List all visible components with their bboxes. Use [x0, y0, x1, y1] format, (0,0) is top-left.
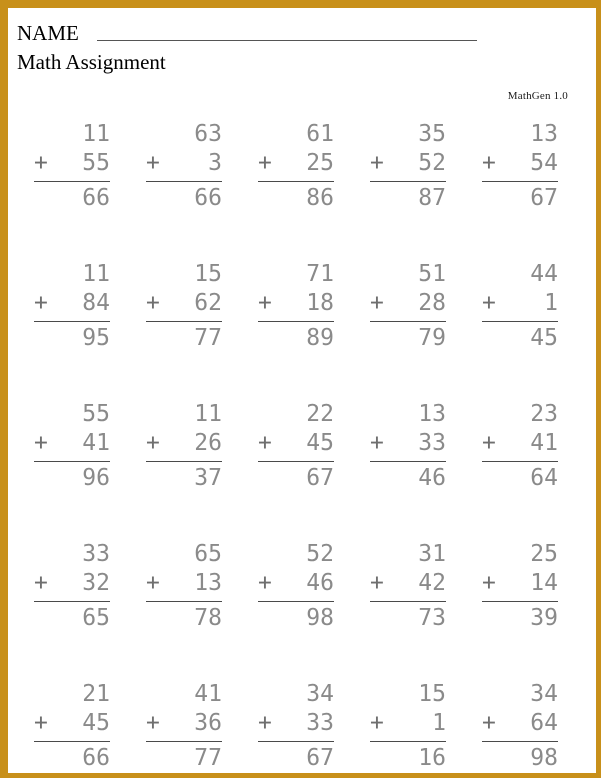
plus-operator-icon: +	[258, 570, 272, 596]
plus-operator-icon: +	[34, 290, 48, 316]
addition-problem	[140, 400, 252, 540]
second-addend-line	[28, 429, 110, 458]
addition-problem	[364, 400, 476, 540]
first-addend: 15	[418, 681, 446, 707]
plus-operator-icon: +	[146, 150, 160, 176]
second-addend: 62	[194, 290, 222, 316]
addition-problem	[364, 120, 476, 260]
first-addend: 63	[194, 121, 222, 147]
sum-line	[252, 464, 334, 493]
second-addend-line	[476, 289, 558, 318]
sum-value[interactable]: 16	[418, 745, 446, 771]
answer-rule	[370, 741, 446, 742]
first-addend-line	[140, 400, 222, 429]
second-addend-line	[476, 429, 558, 458]
addition-problem	[140, 120, 252, 260]
answer-rule	[146, 321, 222, 322]
plus-operator-icon: +	[482, 150, 496, 176]
first-addend-line	[252, 400, 334, 429]
second-addend: 3	[208, 150, 222, 176]
first-addend: 33	[82, 541, 110, 567]
sum-value[interactable]: 77	[194, 325, 222, 351]
addition-problem	[140, 260, 252, 400]
second-addend: 32	[82, 570, 110, 596]
plus-operator-icon: +	[146, 710, 160, 736]
answer-rule	[258, 321, 334, 322]
addition-problem	[364, 680, 476, 778]
addition-problem	[476, 400, 588, 540]
first-addend: 11	[82, 261, 110, 287]
problem-row	[8, 260, 596, 400]
first-addend-line	[476, 680, 558, 709]
answer-rule	[34, 321, 110, 322]
plus-operator-icon: +	[34, 570, 48, 596]
worksheet-header	[8, 8, 596, 120]
sum-value[interactable]: 98	[530, 745, 558, 771]
addition-problem	[28, 540, 140, 680]
answer-rule	[34, 181, 110, 182]
answer-rule	[258, 741, 334, 742]
answer-rule	[146, 181, 222, 182]
first-addend: 55	[82, 401, 110, 427]
first-addend-line	[140, 680, 222, 709]
answer-rule	[34, 601, 110, 602]
answer-rule	[482, 741, 558, 742]
plus-operator-icon: +	[258, 290, 272, 316]
addition-problem	[252, 120, 364, 260]
sum-line	[364, 324, 446, 353]
answer-rule	[482, 461, 558, 462]
second-addend: 41	[530, 430, 558, 456]
second-addend-line	[28, 149, 110, 178]
sum-value[interactable]: 66	[82, 745, 110, 771]
second-addend: 42	[418, 570, 446, 596]
sum-line	[476, 464, 558, 493]
sum-line	[364, 184, 446, 213]
answer-rule	[34, 461, 110, 462]
sum-line	[476, 324, 558, 353]
addition-problem	[140, 540, 252, 680]
sum-value[interactable]: 73	[418, 605, 446, 631]
sum-line	[364, 744, 446, 773]
second-addend-line	[364, 709, 446, 738]
sum-value[interactable]: 46	[418, 465, 446, 491]
first-addend: 41	[194, 681, 222, 707]
answer-rule	[258, 601, 334, 602]
answer-rule	[146, 741, 222, 742]
first-addend: 52	[306, 541, 334, 567]
second-addend-line	[140, 569, 222, 598]
name-write-in-line[interactable]	[97, 40, 477, 41]
second-addend-line	[140, 289, 222, 318]
first-addend-line	[28, 400, 110, 429]
answer-rule	[146, 461, 222, 462]
sum-line	[140, 324, 222, 353]
first-addend-line	[364, 680, 446, 709]
second-addend: 28	[418, 290, 446, 316]
sum-value[interactable]: 89	[306, 325, 334, 351]
answer-rule	[258, 461, 334, 462]
second-addend: 1	[432, 710, 446, 736]
first-addend-line	[476, 540, 558, 569]
plus-operator-icon: +	[370, 570, 384, 596]
sum-value[interactable]: 79	[418, 325, 446, 351]
second-addend: 18	[306, 290, 334, 316]
addition-problem	[364, 540, 476, 680]
sum-line	[140, 604, 222, 633]
second-addend: 33	[306, 710, 334, 736]
first-addend: 11	[194, 401, 222, 427]
second-addend: 13	[194, 570, 222, 596]
sum-value[interactable]: 67	[530, 185, 558, 211]
problem-row	[8, 120, 596, 260]
plus-operator-icon: +	[482, 430, 496, 456]
addition-problem	[140, 680, 252, 778]
first-addend: 71	[306, 261, 334, 287]
sum-line	[476, 604, 558, 633]
plus-operator-icon: +	[34, 150, 48, 176]
sum-line	[252, 184, 334, 213]
addition-problem	[252, 540, 364, 680]
addition-problem	[476, 120, 588, 260]
first-addend-line	[28, 260, 110, 289]
sum-line	[364, 464, 446, 493]
second-addend-line	[364, 289, 446, 318]
second-addend: 55	[82, 150, 110, 176]
first-addend: 23	[530, 401, 558, 427]
second-addend-line	[252, 429, 334, 458]
second-addend: 25	[306, 150, 334, 176]
answer-rule	[482, 321, 558, 322]
sum-value[interactable]: 45	[530, 325, 558, 351]
second-addend: 36	[194, 710, 222, 736]
second-addend-line	[28, 709, 110, 738]
plus-operator-icon: +	[146, 430, 160, 456]
sum-line	[476, 744, 558, 773]
plus-operator-icon: +	[482, 570, 496, 596]
second-addend-line	[140, 149, 222, 178]
sum-value[interactable]: 66	[194, 185, 222, 211]
second-addend: 45	[306, 430, 334, 456]
second-addend-line	[252, 569, 334, 598]
sum-value[interactable]: 95	[82, 325, 110, 351]
first-addend: 51	[418, 261, 446, 287]
sum-value[interactable]: 86	[306, 185, 334, 211]
first-addend: 25	[530, 541, 558, 567]
sum-line	[252, 604, 334, 633]
second-addend-line	[28, 289, 110, 318]
sum-value[interactable]: 67	[306, 465, 334, 491]
first-addend-line	[364, 540, 446, 569]
first-addend-line	[140, 260, 222, 289]
plus-operator-icon: +	[146, 290, 160, 316]
sum-value[interactable]: 65	[82, 605, 110, 631]
sum-line	[28, 324, 110, 353]
page-content	[8, 8, 596, 773]
first-addend: 13	[418, 401, 446, 427]
second-addend-line	[476, 149, 558, 178]
first-addend-line	[252, 680, 334, 709]
first-addend-line	[140, 540, 222, 569]
second-addend-line	[364, 149, 446, 178]
first-addend-line	[28, 540, 110, 569]
second-addend-line	[364, 569, 446, 598]
generator-credit: MathGen 1.0	[507, 90, 568, 102]
first-addend-line	[364, 400, 446, 429]
plus-operator-icon: +	[370, 710, 384, 736]
first-addend-line	[140, 120, 222, 149]
sum-value[interactable]: 87	[418, 185, 446, 211]
addition-problem	[252, 400, 364, 540]
second-addend: 45	[82, 710, 110, 736]
first-addend-line	[364, 260, 446, 289]
sum-line	[140, 744, 222, 773]
sum-value[interactable]: 78	[194, 605, 222, 631]
addition-problem	[252, 680, 364, 778]
first-addend: 44	[530, 261, 558, 287]
answer-rule	[370, 461, 446, 462]
sum-line	[364, 604, 446, 633]
second-addend: 64	[530, 710, 558, 736]
second-addend-line	[28, 569, 110, 598]
sum-value[interactable]: 96	[82, 465, 110, 491]
second-addend: 14	[530, 570, 558, 596]
addition-problem	[28, 120, 140, 260]
addition-problem	[252, 260, 364, 400]
second-addend-line	[252, 709, 334, 738]
plus-operator-icon: +	[146, 570, 160, 596]
plus-operator-icon: +	[258, 150, 272, 176]
first-addend-line	[28, 120, 110, 149]
sum-value[interactable]: 67	[306, 745, 334, 771]
first-addend: 61	[306, 121, 334, 147]
sum-value[interactable]: 66	[82, 185, 110, 211]
second-addend: 26	[194, 430, 222, 456]
page-title: Math Assignment	[17, 50, 166, 74]
second-addend-line	[140, 429, 222, 458]
first-addend: 13	[530, 121, 558, 147]
sum-line	[252, 324, 334, 353]
sum-line	[476, 184, 558, 213]
first-addend: 15	[194, 261, 222, 287]
first-addend-line	[476, 260, 558, 289]
plus-operator-icon: +	[370, 290, 384, 316]
answer-rule	[370, 601, 446, 602]
sum-value[interactable]: 39	[530, 605, 558, 631]
answer-rule	[258, 181, 334, 182]
first-addend: 65	[194, 541, 222, 567]
second-addend: 33	[418, 430, 446, 456]
sum-value[interactable]: 64	[530, 465, 558, 491]
answer-rule	[482, 601, 558, 602]
first-addend-line	[252, 540, 334, 569]
sum-line	[28, 464, 110, 493]
addition-problem	[28, 680, 140, 778]
sum-line	[28, 744, 110, 773]
answer-rule	[370, 321, 446, 322]
plus-operator-icon: +	[34, 430, 48, 456]
second-addend: 52	[418, 150, 446, 176]
second-addend: 54	[530, 150, 558, 176]
first-addend-line	[476, 400, 558, 429]
name-field-row	[17, 22, 477, 45]
plus-operator-icon: +	[482, 290, 496, 316]
second-addend-line	[364, 429, 446, 458]
sum-line	[140, 464, 222, 493]
second-addend-line	[140, 709, 222, 738]
first-addend-line	[364, 120, 446, 149]
first-addend-line	[252, 260, 334, 289]
sum-line	[28, 604, 110, 633]
sum-line	[252, 744, 334, 773]
second-addend-line	[252, 289, 334, 318]
sum-line	[140, 184, 222, 213]
second-addend: 1	[544, 290, 558, 316]
sum-value[interactable]: 37	[194, 465, 222, 491]
second-addend-line	[476, 569, 558, 598]
problem-row	[8, 680, 596, 778]
first-addend: 34	[306, 681, 334, 707]
addition-problem	[28, 260, 140, 400]
second-addend-line	[252, 149, 334, 178]
problem-grid	[8, 120, 596, 778]
plus-operator-icon: +	[370, 150, 384, 176]
second-addend: 84	[82, 290, 110, 316]
first-addend-line	[28, 680, 110, 709]
addition-problem	[476, 540, 588, 680]
plus-operator-icon: +	[370, 430, 384, 456]
sum-value[interactable]: 77	[194, 745, 222, 771]
plus-operator-icon: +	[258, 710, 272, 736]
problem-row	[8, 400, 596, 540]
second-addend: 46	[306, 570, 334, 596]
sum-line	[28, 184, 110, 213]
first-addend: 21	[82, 681, 110, 707]
addition-problem	[28, 400, 140, 540]
problem-row	[8, 540, 596, 680]
first-addend: 35	[418, 121, 446, 147]
plus-operator-icon: +	[34, 710, 48, 736]
first-addend-line	[476, 120, 558, 149]
second-addend: 41	[82, 430, 110, 456]
first-addend: 31	[418, 541, 446, 567]
first-addend: 11	[82, 121, 110, 147]
addition-problem	[476, 260, 588, 400]
answer-rule	[34, 741, 110, 742]
answer-rule	[146, 601, 222, 602]
answer-rule	[482, 181, 558, 182]
second-addend-line	[476, 709, 558, 738]
first-addend: 34	[530, 681, 558, 707]
addition-problem	[476, 680, 588, 778]
sum-value[interactable]: 98	[306, 605, 334, 631]
answer-rule	[370, 181, 446, 182]
addition-problem	[364, 260, 476, 400]
plus-operator-icon: +	[258, 430, 272, 456]
first-addend-line	[252, 120, 334, 149]
plus-operator-icon: +	[482, 710, 496, 736]
first-addend: 22	[306, 401, 334, 427]
name-label: NAME	[17, 21, 79, 45]
